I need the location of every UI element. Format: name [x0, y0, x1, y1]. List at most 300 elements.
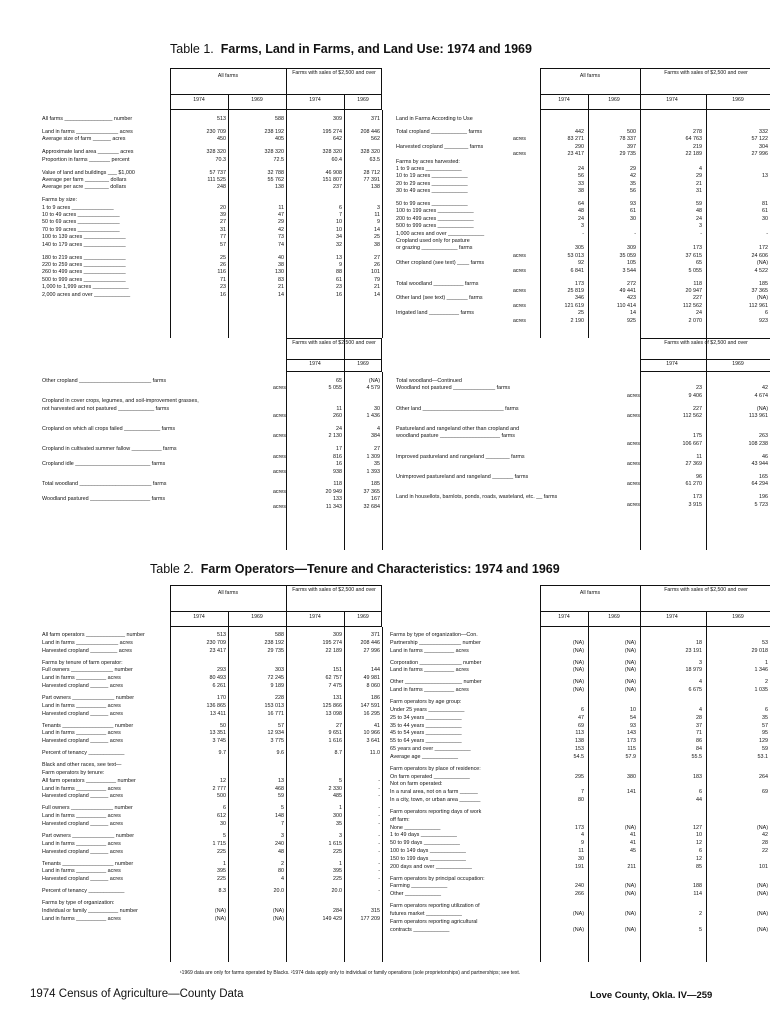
- header-year: 1969: [608, 96, 620, 103]
- row-value: 40: [278, 254, 284, 261]
- row-value: 23: [696, 385, 702, 392]
- row-value: 3 641: [366, 738, 380, 745]
- row-value: 938: [333, 468, 342, 475]
- row-value: 315: [371, 908, 380, 914]
- row-label: Average size of farm ______ acres: [42, 136, 126, 143]
- row-value: 6: [581, 707, 584, 713]
- row-value: 121 619: [564, 302, 584, 309]
- row-value: 3: [339, 833, 342, 839]
- row-value: 228: [275, 695, 284, 701]
- row-value: 14: [630, 310, 636, 317]
- row-value: 4 522: [754, 267, 768, 274]
- row-value: 64: [578, 201, 584, 207]
- row-label: Average per acre ________ dollars: [42, 184, 127, 191]
- row-value: 101: [371, 269, 380, 276]
- row-label: 180 to 219 acres ______________: [42, 254, 126, 261]
- row-value: 16: [336, 461, 342, 468]
- row-value: -: [378, 785, 380, 792]
- row-label: Corporation ______________ number: [390, 659, 482, 666]
- header-year: 1969: [732, 361, 744, 368]
- row-value: 3: [281, 833, 284, 839]
- row-label: 260 to 499 acres ______________: [42, 269, 126, 276]
- header-year: 1974: [558, 96, 570, 103]
- row-value: 46: [762, 453, 768, 460]
- row-value: 131: [333, 695, 342, 701]
- row-value: 20.0: [273, 888, 284, 895]
- row-value: 9: [339, 261, 342, 268]
- row-value: 16 771: [267, 710, 284, 717]
- row-label: acres: [512, 252, 526, 259]
- row-value: 77: [220, 234, 226, 241]
- row-value: 6 675: [688, 687, 702, 694]
- row-label: Harvested cropland ______ acres: [42, 848, 123, 855]
- row-label: 100 to 149 days ____________: [390, 848, 466, 854]
- row-value: 195 274: [322, 128, 342, 135]
- row-label: Farm operators reporting agricultural: [390, 918, 478, 925]
- row-value: 20 947: [685, 287, 702, 294]
- column-rule: [706, 372, 707, 550]
- row-value: 48: [696, 208, 702, 215]
- row-value: 71: [220, 276, 226, 283]
- row-value: 1 616: [328, 738, 342, 745]
- row-value: 4: [699, 679, 702, 686]
- row-label: All farm operators __________ number: [42, 777, 136, 784]
- row-value: 138: [275, 184, 284, 191]
- row-value: 74: [278, 241, 284, 248]
- header-rule: [170, 611, 382, 612]
- row-value: 24: [578, 165, 584, 172]
- header-rule: [286, 359, 382, 360]
- row-value: 35: [630, 180, 636, 187]
- row-value: 57 122: [751, 136, 768, 143]
- row-label: Part owners ______________ number: [42, 833, 135, 839]
- row-value: 237: [333, 184, 342, 191]
- row-value: 32 684: [363, 503, 380, 510]
- row-value: 219: [693, 143, 702, 150]
- row-value: 272: [627, 280, 636, 287]
- header-farms-with-sales: Farms with sales of $2,500 and over: [664, 70, 748, 76]
- row-value: 395: [217, 868, 226, 875]
- row-value: 2 777: [212, 785, 226, 792]
- row-value: 53.1: [757, 753, 768, 760]
- row-label: None ____________: [390, 824, 441, 831]
- row-value: 45: [630, 848, 636, 854]
- row-label: 200 to 499 acres ____________: [396, 215, 474, 222]
- row-value: 48: [578, 208, 584, 215]
- row-value: 125 866: [322, 702, 342, 709]
- row-value: 5 055: [328, 385, 342, 392]
- row-value: 27 996: [751, 151, 768, 158]
- row-value: 2: [765, 679, 768, 686]
- row-value: 10: [696, 832, 702, 839]
- header-year: 1974: [309, 96, 321, 103]
- year-divider: [706, 611, 707, 627]
- row-value: 133: [333, 496, 342, 503]
- row-value: 23 417: [567, 151, 584, 158]
- row-value: 147 591: [360, 702, 380, 709]
- table2-title: Table 2. Farm Operators—Tenure and Characteristics: 1974 and 1969: [150, 562, 560, 576]
- row-value: 55 762: [267, 176, 284, 183]
- row-value: -: [378, 793, 380, 800]
- row-value: 92: [578, 260, 584, 267]
- row-label: Land in farms __________ acres: [42, 915, 121, 922]
- row-label: Woodland pastured ____________________ farms: [42, 496, 166, 503]
- header-farms-with-sales: Farms with sales of $2,500 and over: [664, 587, 748, 593]
- row-value: 49 441: [619, 287, 636, 294]
- row-value: 148: [275, 813, 284, 820]
- row-value: 1 715: [212, 840, 226, 847]
- row-value: 42: [278, 226, 284, 233]
- row-label: 200 days and over ____________: [390, 863, 472, 870]
- row-value: (NA): [756, 926, 768, 933]
- row-label: off farm:: [390, 816, 410, 823]
- row-value: 106 667: [682, 440, 702, 447]
- row-label: Percent of tenancy ____________: [42, 750, 125, 757]
- row-value: 1: [223, 860, 226, 867]
- row-value: 173: [575, 280, 584, 287]
- row-value: (NA): [572, 639, 584, 646]
- row-value: 248: [217, 184, 226, 191]
- row-value: -: [582, 230, 584, 237]
- table1-title: Table 1. Farms, Land in Farms, and Land Use: 1974 and 1969: [170, 42, 532, 56]
- row-label: Partnership ______________ number: [390, 639, 481, 646]
- row-value: (NA): [624, 659, 636, 666]
- row-value: (NA): [756, 295, 768, 302]
- row-value: 110 414: [616, 302, 636, 309]
- row-label: 50 to 69 acres ______________: [42, 219, 120, 226]
- row-label: Farm operators by tenure:: [42, 770, 105, 776]
- column-rule: [706, 110, 707, 338]
- header-year: 1969: [357, 361, 369, 368]
- row-value: 4: [699, 707, 702, 713]
- row-value: 41: [630, 832, 636, 839]
- row-value: 30: [374, 405, 380, 412]
- row-value: 21: [696, 180, 702, 187]
- row-value: 41: [630, 840, 636, 847]
- row-value: 28: [762, 840, 768, 847]
- row-value: 588: [275, 632, 284, 638]
- row-value: 642: [333, 136, 342, 143]
- row-label: Land in farms __________ acres: [42, 840, 121, 847]
- row-value: 63.5: [369, 156, 380, 163]
- row-value: -: [700, 230, 702, 237]
- row-value: 309: [333, 116, 342, 122]
- row-value: 24: [696, 310, 702, 317]
- column-rule: [706, 627, 707, 962]
- row-value: 4: [377, 426, 380, 432]
- row-value: 81: [762, 201, 768, 207]
- row-label: Harvested cropland ______ acres: [42, 793, 123, 800]
- row-label: Tenants _________________ number: [42, 722, 134, 729]
- row-value: 405: [275, 136, 284, 143]
- row-value: (NA): [624, 647, 636, 654]
- row-value: 384: [371, 433, 380, 440]
- row-value: 65: [336, 378, 342, 384]
- row-label: Farms by tenure of farm operator:: [42, 659, 123, 666]
- row-value: 93: [630, 201, 636, 207]
- row-value: 12: [696, 840, 702, 847]
- row-label: Other cropland ________________________ farms: [42, 378, 167, 384]
- row-value: 83 271: [567, 136, 584, 143]
- row-value: (NA): [572, 926, 584, 933]
- row-label: 65 years and over ____________: [390, 746, 471, 752]
- row-label: acres: [626, 501, 640, 508]
- row-value: 371: [371, 116, 380, 122]
- row-value: 3 544: [622, 267, 636, 274]
- row-value: 57.9: [625, 753, 636, 760]
- row-label: Cropland in cover crops, legumes, and soil-improvement grasses,: [42, 398, 199, 405]
- row-value: 50: [220, 722, 226, 729]
- row-value: 64 294: [751, 481, 768, 488]
- row-value: 29 735: [267, 647, 284, 654]
- row-label: acres: [512, 317, 526, 324]
- row-value: 27: [220, 219, 226, 226]
- row-value: 172: [759, 245, 768, 252]
- row-value: -: [378, 821, 380, 827]
- row-value: 3 915: [688, 501, 702, 508]
- row-value: 18: [696, 639, 702, 646]
- row-label: acres: [626, 413, 640, 420]
- row-label: 150 to 199 days ____________: [390, 855, 466, 862]
- row-value: 71: [696, 730, 702, 737]
- column-rule: [286, 627, 287, 962]
- row-value: 26: [220, 261, 226, 268]
- row-value: 264: [759, 773, 768, 780]
- row-label: Farm operators by age group:: [390, 699, 462, 706]
- row-label: Improved pastureland and rangeland ________ farms: [396, 453, 525, 460]
- row-label: Tenants _________________ number: [42, 860, 134, 867]
- row-label: 1 to 9 acres ____________: [396, 165, 462, 172]
- row-value: 6: [339, 204, 342, 211]
- row-value: 7 475: [328, 683, 342, 689]
- row-value: 3 775: [270, 738, 284, 745]
- row-value: 32: [336, 241, 342, 248]
- row-value: 35: [374, 461, 380, 468]
- row-value: 96: [696, 474, 702, 480]
- header-year: 1974: [193, 613, 205, 620]
- row-value: 284: [333, 908, 342, 914]
- row-value: 3: [581, 223, 584, 230]
- row-value: 9 189: [270, 683, 284, 689]
- row-label: acres: [272, 413, 286, 420]
- row-value: 31: [220, 226, 226, 233]
- row-label: Land in farms __________ acres: [42, 702, 121, 709]
- row-value: 79: [374, 276, 380, 283]
- row-value: 86: [696, 738, 702, 745]
- row-value: 328 320: [264, 149, 284, 156]
- row-value: (NA): [624, 824, 636, 831]
- column-rule: [382, 372, 383, 550]
- row-value: 57: [762, 722, 768, 729]
- row-value: 72.5: [273, 156, 284, 163]
- header-year: 1969: [357, 96, 369, 103]
- row-label: acres: [272, 468, 286, 475]
- row-value: 450: [217, 136, 226, 143]
- row-label: 10 to 49 acres ______________: [42, 212, 120, 218]
- row-value: (NA): [572, 667, 584, 674]
- row-value: 22 189: [325, 647, 342, 654]
- row-value: 53 013: [567, 252, 584, 259]
- year-divider: [588, 94, 589, 110]
- row-value: 77 391: [363, 176, 380, 183]
- row-value: 612: [217, 813, 226, 820]
- row-value: 10: [336, 219, 342, 226]
- row-value: 59: [278, 793, 284, 800]
- row-label: Land in farms __________ acres: [390, 667, 469, 674]
- row-value: 13 098: [325, 710, 342, 717]
- row-value: 114: [693, 891, 702, 898]
- row-value: 3: [377, 204, 380, 211]
- row-value: 25 819: [567, 287, 584, 294]
- row-value: 304: [759, 143, 768, 150]
- row-value: 80: [578, 797, 584, 803]
- row-value: (NA): [756, 824, 768, 831]
- row-value: 112 562: [682, 413, 702, 420]
- row-value: 31: [696, 188, 702, 195]
- row-value: 2: [699, 911, 702, 917]
- row-label: Land in farms __________ acres: [390, 687, 469, 694]
- row-value: 9.6: [276, 750, 284, 757]
- row-value: (NA): [572, 647, 584, 654]
- row-value: 295: [575, 773, 584, 780]
- row-value: 1: [339, 860, 342, 867]
- footer-county-page: Love County, Okla. IV—259: [590, 990, 713, 1001]
- row-value: 59: [696, 201, 702, 207]
- row-value: 1: [339, 805, 342, 812]
- row-value: 116: [217, 269, 226, 276]
- header-year: 1974: [193, 96, 205, 103]
- row-value: 153: [575, 746, 584, 752]
- row-value: 293: [217, 667, 226, 674]
- row-value: 1 346: [754, 667, 768, 674]
- row-value: -: [378, 813, 380, 820]
- row-value: 61 270: [685, 481, 702, 488]
- row-label: Average per farm ________ dollars: [42, 176, 127, 183]
- row-label: Land in farms __________ acres: [42, 730, 121, 737]
- row-value: 196: [759, 494, 768, 501]
- row-value: 64 763: [685, 136, 702, 143]
- row-value: (NA): [624, 911, 636, 917]
- row-value: 925: [627, 317, 636, 324]
- row-value: 5 723: [754, 501, 768, 508]
- row-value: 49 981: [363, 675, 380, 682]
- row-label: Farm operators by place of residence:: [390, 765, 481, 772]
- row-label: Farm operators reporting days of work: [390, 809, 482, 815]
- header-year: 1969: [251, 96, 263, 103]
- row-value: 84: [696, 746, 702, 752]
- row-value: 11: [374, 212, 380, 218]
- row-value: 35: [762, 714, 768, 721]
- row-label: acres: [272, 433, 286, 440]
- row-value: 30: [630, 215, 636, 222]
- row-value: 380: [627, 773, 636, 780]
- row-value: 32 788: [267, 169, 284, 176]
- row-value: 54: [630, 714, 636, 721]
- row-label: Harvested cropland ______ acres: [42, 821, 123, 827]
- row-value: 48: [278, 848, 284, 855]
- row-value: 27 369: [685, 461, 702, 468]
- row-value: 185: [371, 481, 380, 488]
- row-value: 24 606: [751, 252, 768, 259]
- row-value: 53: [762, 639, 768, 646]
- row-value: 37 615: [685, 252, 702, 259]
- row-value: 27: [336, 722, 342, 729]
- row-label: 1 to 49 days ____________: [390, 832, 457, 839]
- row-value: 11: [578, 848, 584, 854]
- row-value: 41: [374, 722, 380, 729]
- row-value: 3: [699, 223, 702, 230]
- row-value: 38: [578, 188, 584, 195]
- row-value: (NA): [572, 679, 584, 686]
- row-label: acres: [272, 503, 286, 510]
- row-value: 238 192: [264, 639, 284, 646]
- row-value: 240: [275, 840, 284, 847]
- row-value: -: [378, 888, 380, 895]
- row-value: 167: [371, 496, 380, 503]
- row-value: 500: [217, 793, 226, 800]
- row-value: 151 807: [322, 176, 342, 183]
- column-rule: [382, 627, 383, 962]
- row-value: 328 320: [206, 149, 226, 156]
- column-rule: [382, 110, 383, 338]
- row-value: (NA): [572, 911, 584, 917]
- row-value: 816: [333, 453, 342, 460]
- row-value: 513: [217, 116, 226, 122]
- row-value: -: [634, 230, 636, 237]
- column-rule: [344, 372, 345, 550]
- column-rule: [588, 110, 589, 338]
- row-value: 346: [575, 295, 584, 302]
- row-label: 25 to 34 years ____________: [390, 714, 462, 721]
- header-year: 1974: [666, 361, 678, 368]
- row-value: 73: [278, 234, 284, 241]
- row-label: acres: [626, 440, 640, 447]
- row-value: 500: [627, 128, 636, 135]
- row-value: 2: [281, 860, 284, 867]
- row-value: 26: [374, 261, 380, 268]
- row-value: 260: [333, 413, 342, 420]
- row-value: 173: [693, 494, 702, 501]
- row-value: 56: [630, 188, 636, 195]
- row-value: 80 493: [209, 675, 226, 682]
- row-value: 188: [693, 883, 702, 890]
- row-label: Other ___________________ number: [390, 679, 482, 686]
- row-label: In a city, town, or urban area _______: [390, 797, 481, 803]
- row-value: (NA): [624, 639, 636, 646]
- row-label: acres: [512, 267, 526, 274]
- column-rule: [540, 110, 541, 338]
- header-year: 1969: [251, 613, 263, 620]
- row-value: 85: [696, 863, 702, 870]
- row-value: 61: [762, 208, 768, 215]
- row-label: or grazing ____________ farms: [396, 245, 473, 252]
- column-rule: [640, 627, 641, 962]
- row-label: acres: [512, 136, 526, 143]
- row-value: 562: [371, 136, 380, 143]
- row-label: All farms ________________ number: [42, 116, 133, 122]
- row-label: Total cropland ____________ farms: [396, 128, 483, 135]
- header-farms-with-sales: Farms with sales of $2,500 and over: [664, 340, 748, 346]
- row-value: 6: [765, 310, 768, 317]
- row-value: 227: [693, 295, 702, 302]
- header-all-farms: All farms: [217, 73, 239, 79]
- row-label: Cropland on which all crops failed ____________ farms: [42, 426, 176, 432]
- row-value: 1 436: [366, 413, 380, 420]
- column-rule: [344, 110, 345, 338]
- row-label: In a rural area, not on a farm ______: [390, 789, 478, 796]
- row-value: 923: [759, 317, 768, 324]
- row-value: 1 615: [328, 840, 342, 847]
